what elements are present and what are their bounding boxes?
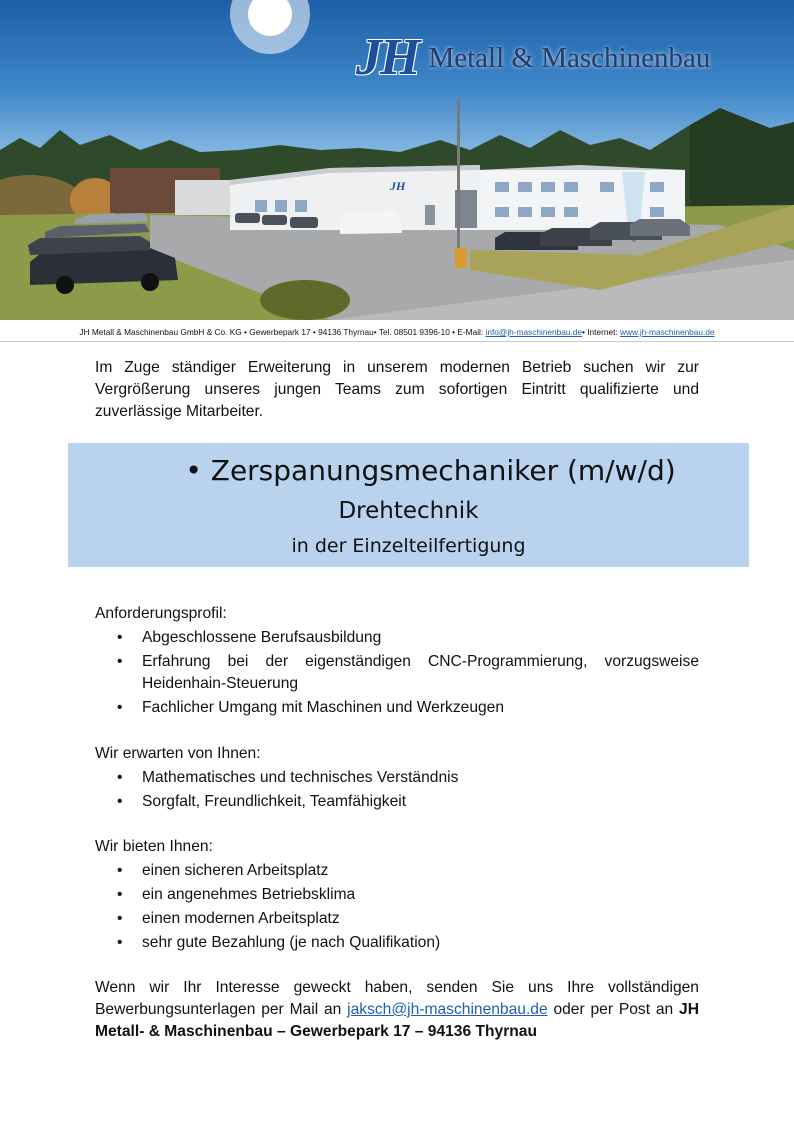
company-logo <box>356 30 710 86</box>
list-item-text: Fachlicher Umgang mit Maschinen und Werkzeugen <box>142 699 505 716</box>
list-item-text: sehr gute Bezahlung (je nach Qualifikation) <box>142 934 441 951</box>
list-item <box>95 908 699 930</box>
application-email-link[interactable]: jaksch@jh-maschinenbau.de <box>347 1001 548 1018</box>
intro-paragraph: Im Zuge ständiger Erweiterung in unserem modernen Betrieb suchen wir zur Vergrößerung unseres jungen Teams zum sofortigen Eintritt qualifizierte und zuverlässige Mitarbeiter. <box>95 359 699 420</box>
closing-text-1: Wenn wir Ihr Interesse geweckt haben, senden Sie uns Ihre vollständigen Bewerbungsunterlagen per Mail an <box>95 979 699 1018</box>
logo-mark: JH <box>356 29 419 86</box>
closing-paragraph <box>95 977 699 1043</box>
list-bullet: • <box>117 629 123 646</box>
job-bullet: • <box>185 454 202 487</box>
internet-label: • Internet: <box>582 327 621 337</box>
list-item <box>95 791 699 813</box>
closing-text-2: oder per Post an <box>547 1001 680 1018</box>
list-item <box>95 697 699 719</box>
expectations-heading: Wir erwarten von Ihnen: <box>95 745 261 762</box>
list-item-text: einen sicheren Arbeitsplatz <box>142 862 329 879</box>
offers-list <box>95 860 699 956</box>
list-item-text: Sorgfalt, Freundlichkeit, Teamfähigkeit <box>142 793 407 810</box>
list-item <box>95 651 699 695</box>
list-item-text: Mathematisches und technisches Verständnis <box>142 769 459 786</box>
list-item <box>95 860 699 882</box>
list-item-text: ein angenehmes Betriebsklima <box>142 886 356 903</box>
job-subtitle: Drehtechnik <box>338 498 479 524</box>
list-bullet: • <box>117 862 123 879</box>
website-link[interactable]: www.jh-maschinenbau.de <box>620 327 715 337</box>
list-bullet: • <box>117 699 123 716</box>
list-item-text: einen modernen Arbeitsplatz <box>142 910 340 927</box>
list-bullet: • <box>117 769 123 786</box>
list-bullet: • <box>117 793 123 810</box>
address-company: JH Metall & Maschinenbau GmbH & Co. KG • Gewerbepark 17 • 94136 Thyrnau• Tel. 08501 9396-10 • E-Mail: <box>79 327 486 337</box>
list-bullet: • <box>117 886 123 903</box>
info-email-link[interactable]: info@jh-maschinenbau.de <box>485 327 583 337</box>
list-item <box>95 932 699 954</box>
requirements-heading: Anforderungsprofil: <box>95 605 227 622</box>
list-item-text: Erfahrung bei der eigenständigen CNC-Programmierung, vorzugsweise Heidenhain-Steuerung <box>142 653 699 692</box>
header-photo <box>0 0 794 320</box>
job-subtitle-2: in der Einzelteilfertigung <box>291 535 526 557</box>
list-item <box>95 884 699 906</box>
postal-address: JH Metall- & Maschinenbau – Gewerbepark 17 – 94136 Thyrnau <box>95 1001 699 1040</box>
expectations-list <box>95 767 699 815</box>
offers-heading: Wir bieten Ihnen: <box>95 838 213 855</box>
list-bullet: • <box>117 934 123 951</box>
header-divider <box>0 341 794 342</box>
list-bullet: • <box>117 910 123 927</box>
building-sign: JH <box>390 179 406 193</box>
address-line <box>0 327 794 337</box>
logo-text: Metall & Maschinenbau <box>428 42 711 74</box>
list-item <box>95 627 699 649</box>
list-bullet: • <box>117 653 123 670</box>
list-item-text: Abgeschlossene Berufsausbildung <box>142 629 382 646</box>
job-title-text: Zerspanungsmechaniker (m/w/d) <box>210 454 676 487</box>
list-item <box>95 767 699 789</box>
requirements-list <box>95 627 699 721</box>
job-title <box>68 453 771 489</box>
job-title-box <box>68 443 749 567</box>
